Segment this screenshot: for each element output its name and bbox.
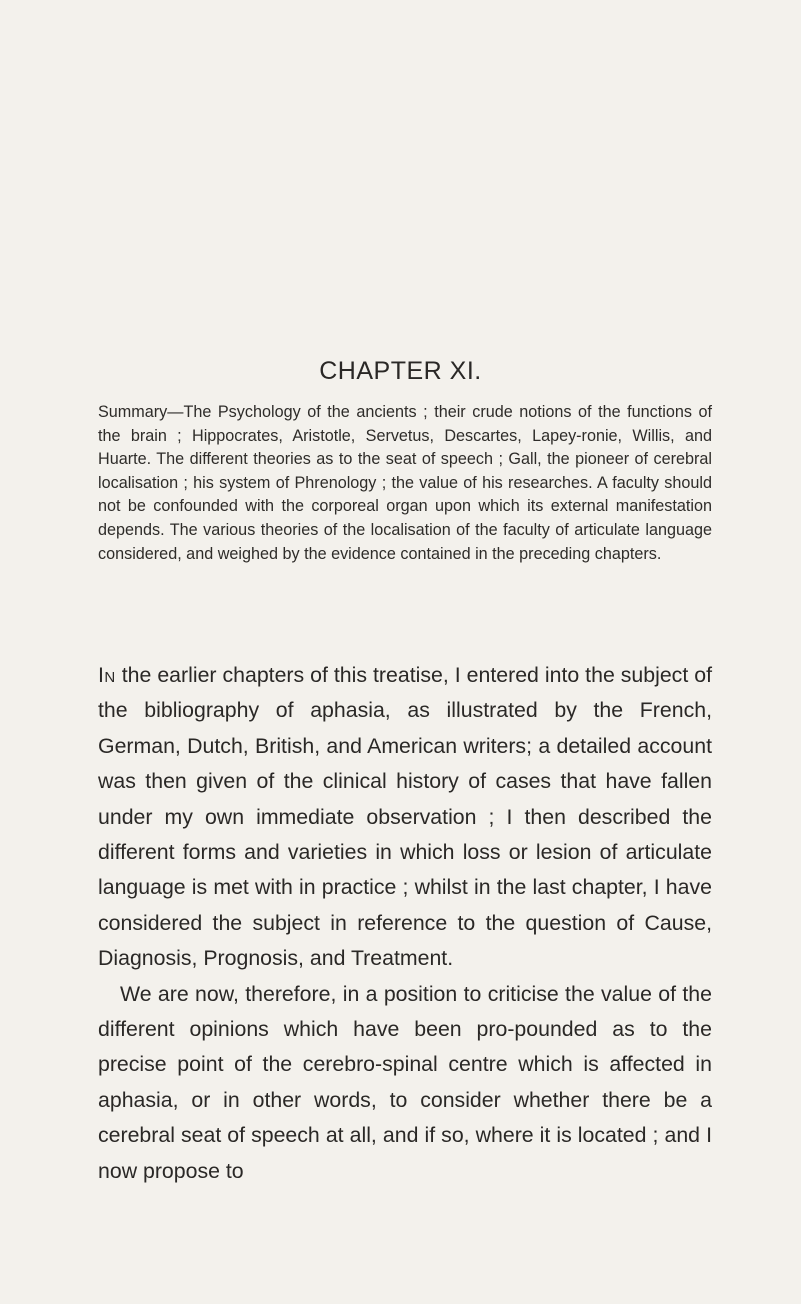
chapter-summary: Summary—The Psychology of the ancients ; their crude notions of the functions of the brain ; Hippocrates, Aristotle, Servetus, Descartes, Lapey-ronie, Willis, and Huarte. The different theories as to the seat of speech ; Gall, the pioneer of cerebral localisation ; his system of Phrenology ; the value of his researches. A faculty should not be confounded with the corporeal organ upon which its external manifestation depends. The various theories of the localisation of the faculty of articulate language considered, and weighed by the evidence contained in the preceding chapters.: [98, 403, 712, 563]
chapter-heading: CHAPTER XI.: [319, 357, 482, 385]
chapter-body: [98, 658, 712, 1189]
body-paragraph-2: We are now, therefore, in a position to criticise the value of the different opinions which have been pro-pounded as to the precise point of the cerebro-spinal centre which is affected in aphasia, or in other words, to consider whether there be a cerebral seat of speech at all, and if so, where it is located ; and I now propose to: [98, 981, 712, 1183]
opening-word: In: [98, 663, 116, 687]
body-paragraph-1-text: the earlier chapters of this treatise, I entered into the subject of the bibliography of aphasia, as illustrated by the French, German, Dutch, British, and American writers; a detailed account was then given of the clinical history of cases that have fallen under my own immediate observation ; I then described the different forms and varieties in which loss or lesion of articulate language is met with in practice ; whilst in the last chapter, I have considered the subject in reference to the question of Cause, Diagnosis, Prognosis, and Treatment.: [98, 663, 712, 971]
body-paragraph-1: [98, 658, 712, 977]
